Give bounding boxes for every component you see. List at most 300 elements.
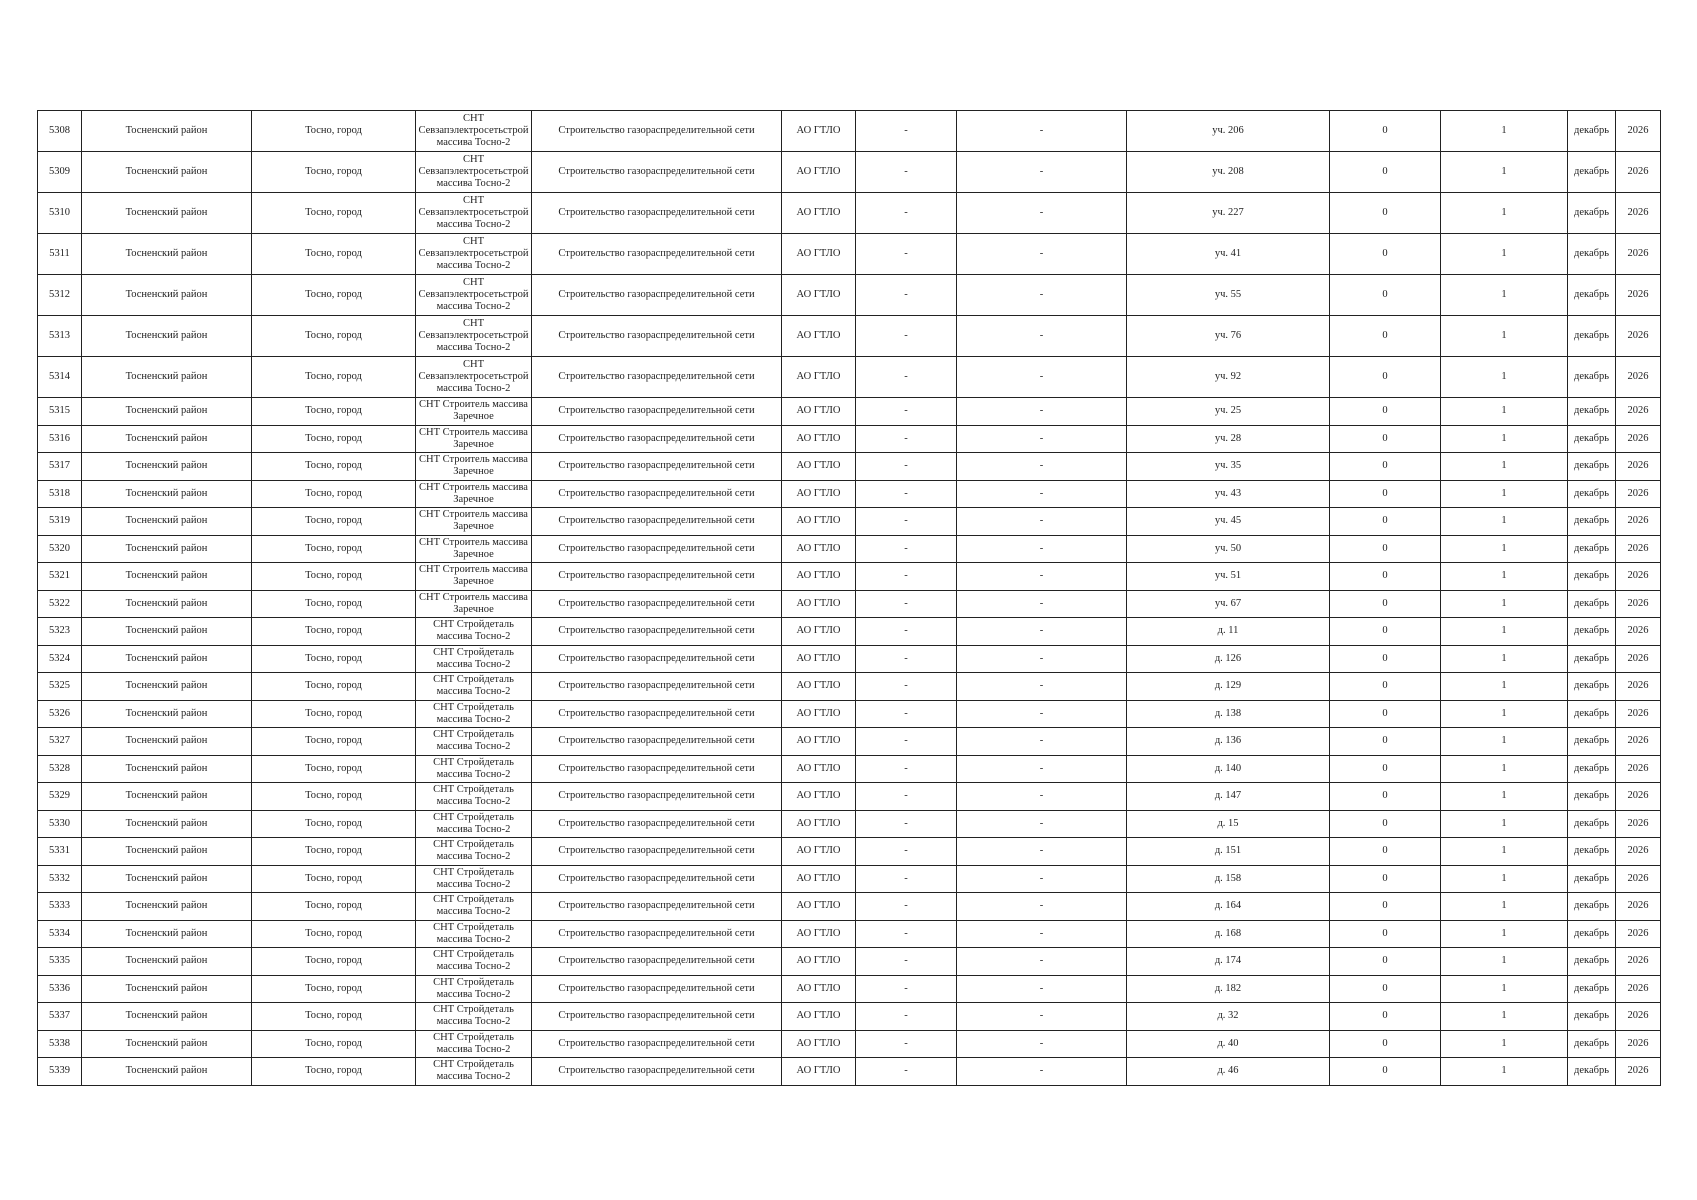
table-row (38, 480, 1661, 508)
count-one-cell: 1 (1441, 755, 1568, 783)
month-cell: декабрь (1568, 948, 1616, 976)
address-cell: д. 11 (1127, 618, 1330, 646)
table-row (38, 673, 1661, 701)
location-cell: СНТ Строитель массива Заречное (416, 398, 532, 426)
table-row (38, 234, 1661, 275)
address-cell: уч. 41 (1127, 234, 1330, 275)
count-zero-cell: 0 (1330, 357, 1441, 398)
district-cell: Тосненский район (82, 645, 252, 673)
location-cell: СНТ Стройдеталь массива Тосно-2 (416, 1030, 532, 1058)
year-cell: 2026 (1616, 920, 1661, 948)
row-number-cell: 5329 (38, 783, 82, 811)
row-number-cell: 5332 (38, 865, 82, 893)
address-cell: д. 40 (1127, 1030, 1330, 1058)
settlement-cell: Тосно, город (252, 728, 416, 756)
table-row (38, 1058, 1661, 1086)
dash-cell: - (856, 865, 957, 893)
address-cell: д. 158 (1127, 865, 1330, 893)
location-cell: СНТ Строитель массива Заречное (416, 535, 532, 563)
address-cell: д. 168 (1127, 920, 1330, 948)
dash-cell: - (957, 755, 1127, 783)
count-zero-cell: 0 (1330, 783, 1441, 811)
dash-cell: - (856, 1058, 957, 1086)
dash-cell: - (856, 1030, 957, 1058)
district-cell: Тосненский район (82, 152, 252, 193)
count-zero-cell: 0 (1330, 111, 1441, 152)
location-cell: СНТ Стройдеталь массива Тосно-2 (416, 948, 532, 976)
district-cell: Тосненский район (82, 563, 252, 591)
work-type-cell: Строительство газораспределительной сети (532, 838, 782, 866)
work-type-cell: Строительство газораспределительной сети (532, 508, 782, 536)
district-cell: Тосненский район (82, 865, 252, 893)
district-cell: Тосненский район (82, 111, 252, 152)
organization-cell: АО ГТЛО (782, 865, 856, 893)
settlement-cell: Тосно, город (252, 425, 416, 453)
dash-cell: - (856, 453, 957, 481)
row-number-cell: 5322 (38, 590, 82, 618)
month-cell: декабрь (1568, 316, 1616, 357)
location-cell: СНТ Севзапэлектросетьстрой массива Тосно-2 (416, 111, 532, 152)
dash-cell: - (856, 755, 957, 783)
address-cell: д. 147 (1127, 783, 1330, 811)
dash-cell: - (856, 234, 957, 275)
settlement-cell: Тосно, город (252, 838, 416, 866)
dash-cell: - (957, 535, 1127, 563)
location-cell: СНТ Стройдеталь массива Тосно-2 (416, 673, 532, 701)
location-cell: СНТ Строитель массива Заречное (416, 563, 532, 591)
month-cell: декабрь (1568, 193, 1616, 234)
table-row (38, 893, 1661, 921)
address-cell: уч. 35 (1127, 453, 1330, 481)
count-one-cell: 1 (1441, 975, 1568, 1003)
district-cell: Тосненский район (82, 728, 252, 756)
year-cell: 2026 (1616, 234, 1661, 275)
month-cell: декабрь (1568, 1058, 1616, 1086)
organization-cell: АО ГТЛО (782, 193, 856, 234)
district-cell: Тосненский район (82, 975, 252, 1003)
dash-cell: - (856, 920, 957, 948)
month-cell: декабрь (1568, 480, 1616, 508)
dash-cell: - (856, 152, 957, 193)
count-one-cell: 1 (1441, 152, 1568, 193)
work-type-cell: Строительство газораспределительной сети (532, 316, 782, 357)
dash-cell: - (856, 728, 957, 756)
month-cell: декабрь (1568, 783, 1616, 811)
location-cell: СНТ Строитель массива Заречное (416, 425, 532, 453)
location-cell: СНТ Стройдеталь массива Тосно-2 (416, 865, 532, 893)
address-cell: уч. 55 (1127, 275, 1330, 316)
count-one-cell: 1 (1441, 838, 1568, 866)
month-cell: декабрь (1568, 398, 1616, 426)
dash-cell: - (957, 193, 1127, 234)
row-number-cell: 5339 (38, 1058, 82, 1086)
location-cell: СНТ Севзапэлектросетьстрой массива Тосно-2 (416, 275, 532, 316)
dash-cell: - (957, 316, 1127, 357)
count-one-cell: 1 (1441, 275, 1568, 316)
settlement-cell: Тосно, город (252, 645, 416, 673)
table-row (38, 316, 1661, 357)
count-one-cell: 1 (1441, 645, 1568, 673)
count-one-cell: 1 (1441, 480, 1568, 508)
dash-cell: - (856, 193, 957, 234)
table-row (38, 111, 1661, 152)
row-number-cell: 5320 (38, 535, 82, 563)
location-cell: СНТ Севзапэлектросетьстрой массива Тосно-2 (416, 316, 532, 357)
work-type-cell: Строительство газораспределительной сети (532, 975, 782, 1003)
address-cell: уч. 76 (1127, 316, 1330, 357)
dash-cell: - (957, 111, 1127, 152)
settlement-cell: Тосно, город (252, 453, 416, 481)
organization-cell: АО ГТЛО (782, 1058, 856, 1086)
row-number-cell: 5326 (38, 700, 82, 728)
row-number-cell: 5331 (38, 838, 82, 866)
organization-cell: АО ГТЛО (782, 948, 856, 976)
district-cell: Тосненский район (82, 1003, 252, 1031)
address-cell: уч. 25 (1127, 398, 1330, 426)
year-cell: 2026 (1616, 535, 1661, 563)
count-zero-cell: 0 (1330, 975, 1441, 1003)
address-cell: д. 15 (1127, 810, 1330, 838)
count-one-cell: 1 (1441, 425, 1568, 453)
dash-cell: - (856, 645, 957, 673)
district-cell: Тосненский район (82, 755, 252, 783)
table-row (38, 357, 1661, 398)
table-row (38, 193, 1661, 234)
work-type-cell: Строительство газораспределительной сети (532, 893, 782, 921)
district-cell: Тосненский район (82, 700, 252, 728)
district-cell: Тосненский район (82, 193, 252, 234)
organization-cell: АО ГТЛО (782, 783, 856, 811)
district-cell: Тосненский район (82, 425, 252, 453)
dash-cell: - (957, 152, 1127, 193)
month-cell: декабрь (1568, 893, 1616, 921)
settlement-cell: Тосно, город (252, 398, 416, 426)
work-type-cell: Строительство газораспределительной сети (532, 948, 782, 976)
location-cell: СНТ Строитель массива Заречное (416, 508, 532, 536)
dash-cell: - (856, 948, 957, 976)
location-cell: СНТ Стройдеталь массива Тосно-2 (416, 1003, 532, 1031)
location-cell: СНТ Севзапэлектросетьстрой массива Тосно-2 (416, 152, 532, 193)
count-one-cell: 1 (1441, 357, 1568, 398)
month-cell: декабрь (1568, 1003, 1616, 1031)
settlement-cell: Тосно, город (252, 193, 416, 234)
year-cell: 2026 (1616, 893, 1661, 921)
address-cell: уч. 51 (1127, 563, 1330, 591)
dash-cell: - (856, 398, 957, 426)
organization-cell: АО ГТЛО (782, 590, 856, 618)
table-row (38, 920, 1661, 948)
organization-cell: АО ГТЛО (782, 563, 856, 591)
work-type-cell: Строительство газораспределительной сети (532, 590, 782, 618)
row-number-cell: 5318 (38, 480, 82, 508)
table-row (38, 563, 1661, 591)
work-type-cell: Строительство газораспределительной сети (532, 810, 782, 838)
table-row (38, 618, 1661, 646)
organization-cell: АО ГТЛО (782, 111, 856, 152)
settlement-cell: Тосно, город (252, 893, 416, 921)
work-type-cell: Строительство газораспределительной сети (532, 152, 782, 193)
location-cell: СНТ Севзапэлектросетьстрой массива Тосно-2 (416, 234, 532, 275)
organization-cell: АО ГТЛО (782, 1003, 856, 1031)
year-cell: 2026 (1616, 618, 1661, 646)
table-row (38, 865, 1661, 893)
table-row (38, 1003, 1661, 1031)
row-number-cell: 5327 (38, 728, 82, 756)
dash-cell: - (856, 975, 957, 1003)
row-number-cell: 5312 (38, 275, 82, 316)
year-cell: 2026 (1616, 755, 1661, 783)
work-type-cell: Строительство газораспределительной сети (532, 1030, 782, 1058)
count-zero-cell: 0 (1330, 1058, 1441, 1086)
row-number-cell: 5308 (38, 111, 82, 152)
district-cell: Тосненский район (82, 810, 252, 838)
row-number-cell: 5324 (38, 645, 82, 673)
work-type-cell: Строительство газораспределительной сети (532, 480, 782, 508)
district-cell: Тосненский район (82, 508, 252, 536)
address-cell: д. 129 (1127, 673, 1330, 701)
organization-cell: АО ГТЛО (782, 275, 856, 316)
row-number-cell: 5338 (38, 1030, 82, 1058)
address-cell: д. 140 (1127, 755, 1330, 783)
organization-cell: АО ГТЛО (782, 535, 856, 563)
count-zero-cell: 0 (1330, 948, 1441, 976)
dash-cell: - (957, 700, 1127, 728)
organization-cell: АО ГТЛО (782, 618, 856, 646)
work-type-cell: Строительство газораспределительной сети (532, 618, 782, 646)
work-type-cell: Строительство газораспределительной сети (532, 1058, 782, 1086)
organization-cell: АО ГТЛО (782, 398, 856, 426)
table-row (38, 508, 1661, 536)
address-cell: уч. 43 (1127, 480, 1330, 508)
year-cell: 2026 (1616, 728, 1661, 756)
organization-cell: АО ГТЛО (782, 810, 856, 838)
month-cell: декабрь (1568, 535, 1616, 563)
settlement-cell: Тосно, город (252, 618, 416, 646)
dash-cell: - (856, 357, 957, 398)
work-type-cell: Строительство газораспределительной сети (532, 783, 782, 811)
year-cell: 2026 (1616, 948, 1661, 976)
month-cell: декабрь (1568, 357, 1616, 398)
dash-cell: - (957, 425, 1127, 453)
work-type-cell: Строительство газораспределительной сети (532, 1003, 782, 1031)
organization-cell: АО ГТЛО (782, 755, 856, 783)
organization-cell: АО ГТЛО (782, 357, 856, 398)
row-number-cell: 5337 (38, 1003, 82, 1031)
month-cell: декабрь (1568, 673, 1616, 701)
row-number-cell: 5321 (38, 563, 82, 591)
month-cell: декабрь (1568, 810, 1616, 838)
dash-cell: - (856, 810, 957, 838)
address-cell: д. 151 (1127, 838, 1330, 866)
address-cell: д. 46 (1127, 1058, 1330, 1086)
dash-cell: - (856, 838, 957, 866)
month-cell: декабрь (1568, 645, 1616, 673)
location-cell: СНТ Севзапэлектросетьстрой массива Тосно-2 (416, 357, 532, 398)
work-type-cell: Строительство газораспределительной сети (532, 453, 782, 481)
district-cell: Тосненский район (82, 838, 252, 866)
table-body (38, 111, 1661, 1086)
month-cell: декабрь (1568, 590, 1616, 618)
count-one-cell: 1 (1441, 783, 1568, 811)
dash-cell: - (856, 480, 957, 508)
count-one-cell: 1 (1441, 865, 1568, 893)
dash-cell: - (856, 425, 957, 453)
count-zero-cell: 0 (1330, 508, 1441, 536)
year-cell: 2026 (1616, 645, 1661, 673)
count-zero-cell: 0 (1330, 1003, 1441, 1031)
count-one-cell: 1 (1441, 590, 1568, 618)
table-row (38, 453, 1661, 481)
row-number-cell: 5325 (38, 673, 82, 701)
row-number-cell: 5336 (38, 975, 82, 1003)
organization-cell: АО ГТЛО (782, 152, 856, 193)
work-type-cell: Строительство газораспределительной сети (532, 357, 782, 398)
row-number-cell: 5333 (38, 893, 82, 921)
year-cell: 2026 (1616, 590, 1661, 618)
settlement-cell: Тосно, город (252, 590, 416, 618)
count-one-cell: 1 (1441, 193, 1568, 234)
count-one-cell: 1 (1441, 398, 1568, 426)
dash-cell: - (856, 590, 957, 618)
organization-cell: АО ГТЛО (782, 508, 856, 536)
settlement-cell: Тосно, город (252, 1030, 416, 1058)
month-cell: декабрь (1568, 700, 1616, 728)
month-cell: декабрь (1568, 755, 1616, 783)
year-cell: 2026 (1616, 275, 1661, 316)
district-cell: Тосненский район (82, 398, 252, 426)
settlement-cell: Тосно, город (252, 1003, 416, 1031)
year-cell: 2026 (1616, 453, 1661, 481)
settlement-cell: Тосно, город (252, 700, 416, 728)
month-cell: декабрь (1568, 425, 1616, 453)
dash-cell: - (957, 783, 1127, 811)
district-cell: Тосненский район (82, 453, 252, 481)
work-type-cell: Строительство газораспределительной сети (532, 425, 782, 453)
table-row (38, 948, 1661, 976)
location-cell: СНТ Стройдеталь массива Тосно-2 (416, 645, 532, 673)
organization-cell: АО ГТЛО (782, 728, 856, 756)
settlement-cell: Тосно, город (252, 948, 416, 976)
count-one-cell: 1 (1441, 948, 1568, 976)
year-cell: 2026 (1616, 193, 1661, 234)
work-type-cell: Строительство газораспределительной сети (532, 111, 782, 152)
dash-cell: - (957, 838, 1127, 866)
address-cell: д. 174 (1127, 948, 1330, 976)
year-cell: 2026 (1616, 316, 1661, 357)
address-cell: уч. 50 (1127, 535, 1330, 563)
year-cell: 2026 (1616, 700, 1661, 728)
organization-cell: АО ГТЛО (782, 453, 856, 481)
dash-cell: - (856, 275, 957, 316)
district-cell: Тосненский район (82, 275, 252, 316)
dash-cell: - (957, 590, 1127, 618)
year-cell: 2026 (1616, 865, 1661, 893)
dash-cell: - (957, 508, 1127, 536)
table-row (38, 1030, 1661, 1058)
year-cell: 2026 (1616, 838, 1661, 866)
address-cell: уч. 28 (1127, 425, 1330, 453)
organization-cell: АО ГТЛО (782, 838, 856, 866)
settlement-cell: Тосно, город (252, 783, 416, 811)
row-number-cell: 5314 (38, 357, 82, 398)
month-cell: декабрь (1568, 728, 1616, 756)
dash-cell: - (957, 357, 1127, 398)
organization-cell: АО ГТЛО (782, 893, 856, 921)
count-zero-cell: 0 (1330, 728, 1441, 756)
row-number-cell: 5335 (38, 948, 82, 976)
dash-cell: - (957, 975, 1127, 1003)
row-number-cell: 5323 (38, 618, 82, 646)
organization-cell: АО ГТЛО (782, 425, 856, 453)
dash-cell: - (957, 920, 1127, 948)
table-row (38, 810, 1661, 838)
year-cell: 2026 (1616, 425, 1661, 453)
dash-cell: - (856, 700, 957, 728)
settlement-cell: Тосно, город (252, 1058, 416, 1086)
district-cell: Тосненский район (82, 1058, 252, 1086)
row-number-cell: 5309 (38, 152, 82, 193)
row-number-cell: 5330 (38, 810, 82, 838)
year-cell: 2026 (1616, 480, 1661, 508)
organization-cell: АО ГТЛО (782, 673, 856, 701)
dash-cell: - (856, 673, 957, 701)
work-type-cell: Строительство газораспределительной сети (532, 563, 782, 591)
table-row (38, 838, 1661, 866)
work-type-cell: Строительство газораспределительной сети (532, 755, 782, 783)
settlement-cell: Тосно, город (252, 480, 416, 508)
organization-cell: АО ГТЛО (782, 1030, 856, 1058)
settlement-cell: Тосно, город (252, 234, 416, 275)
year-cell: 2026 (1616, 508, 1661, 536)
organization-cell: АО ГТЛО (782, 234, 856, 275)
count-one-cell: 1 (1441, 508, 1568, 536)
year-cell: 2026 (1616, 1003, 1661, 1031)
address-cell: уч. 208 (1127, 152, 1330, 193)
location-cell: СНТ Стройдеталь массива Тосно-2 (416, 755, 532, 783)
address-cell: д. 138 (1127, 700, 1330, 728)
count-zero-cell: 0 (1330, 618, 1441, 646)
table-row (38, 728, 1661, 756)
dash-cell: - (957, 618, 1127, 646)
year-cell: 2026 (1616, 783, 1661, 811)
dash-cell: - (856, 563, 957, 591)
year-cell: 2026 (1616, 1058, 1661, 1086)
district-cell: Тосненский район (82, 673, 252, 701)
row-number-cell: 5317 (38, 453, 82, 481)
count-zero-cell: 0 (1330, 838, 1441, 866)
gasification-schedule-table (37, 110, 1661, 1086)
month-cell: декабрь (1568, 618, 1616, 646)
settlement-cell: Тосно, город (252, 865, 416, 893)
settlement-cell: Тосно, город (252, 357, 416, 398)
work-type-cell: Строительство газораспределительной сети (532, 645, 782, 673)
location-cell: СНТ Стройдеталь массива Тосно-2 (416, 700, 532, 728)
location-cell: СНТ Стройдеталь массива Тосно-2 (416, 783, 532, 811)
dash-cell: - (856, 316, 957, 357)
count-one-cell: 1 (1441, 316, 1568, 357)
count-one-cell: 1 (1441, 728, 1568, 756)
row-number-cell: 5316 (38, 425, 82, 453)
work-type-cell: Строительство газораспределительной сети (532, 398, 782, 426)
dash-cell: - (957, 728, 1127, 756)
table-row (38, 275, 1661, 316)
address-cell: д. 126 (1127, 645, 1330, 673)
count-one-cell: 1 (1441, 563, 1568, 591)
table-row (38, 645, 1661, 673)
work-type-cell: Строительство газораспределительной сети (532, 728, 782, 756)
count-zero-cell: 0 (1330, 193, 1441, 234)
year-cell: 2026 (1616, 673, 1661, 701)
